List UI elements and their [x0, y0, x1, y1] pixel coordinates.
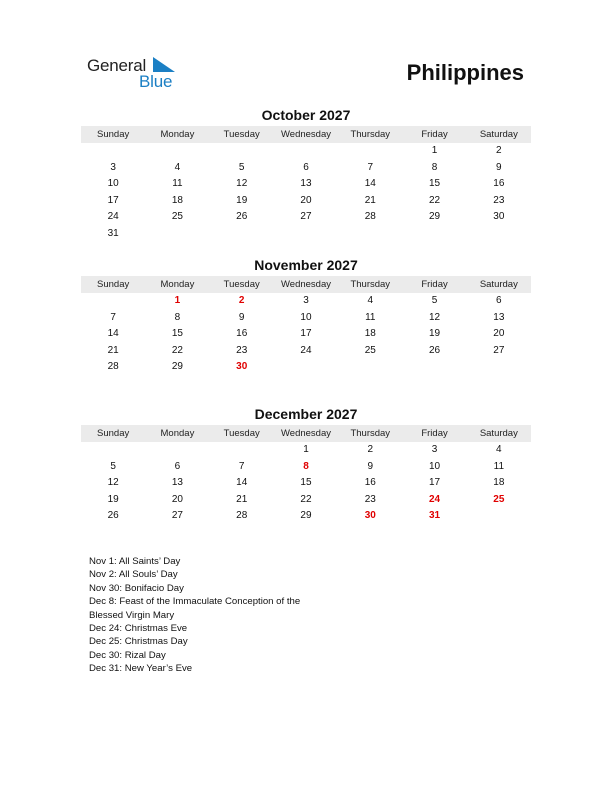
- day-cell: 7: [238, 460, 245, 472]
- holiday-item: Dec 8: Feast of the Immaculate Conception of the: [89, 596, 301, 608]
- week-row: [81, 492, 531, 509]
- day-cell: 21: [364, 194, 376, 206]
- day-cell: 12: [236, 178, 248, 190]
- day-cell: 3: [303, 295, 309, 306]
- week-row: [81, 193, 531, 210]
- day-cell: 1: [174, 295, 181, 306]
- day-cell: 8: [303, 460, 309, 472]
- day-cell: [274, 143, 338, 160]
- holiday-item: Dec 30: Rizal Day: [89, 649, 166, 661]
- day-cell: 17: [428, 477, 441, 489]
- week-row: [81, 442, 531, 459]
- day-cell: 14: [107, 328, 119, 340]
- day-cell: [467, 508, 531, 525]
- weekday-label: Wednesday: [280, 129, 331, 140]
- day-cell: 9: [238, 311, 245, 323]
- day-cell: 23: [236, 344, 248, 356]
- day-cell: [338, 143, 402, 160]
- day-cell: 20: [493, 328, 505, 340]
- day-cell: 26: [428, 344, 441, 356]
- weekday-header: [81, 276, 531, 293]
- day-cell: 14: [364, 178, 376, 190]
- day-cell: 9: [496, 161, 502, 173]
- weekday-label: Sunday: [97, 279, 130, 290]
- day-cell: [210, 442, 274, 459]
- day-cell: 22: [428, 194, 441, 206]
- day-cell: 19: [107, 493, 119, 505]
- day-cell: 18: [364, 328, 376, 340]
- weekday-label: Thursday: [350, 428, 391, 439]
- weekday-label: Saturday: [479, 129, 518, 140]
- day-cell: 24: [428, 493, 441, 505]
- day-cell: [81, 293, 145, 310]
- day-cell: 30: [493, 211, 505, 223]
- weekday-label: Saturday: [479, 279, 518, 290]
- day-cell: 11: [172, 178, 183, 190]
- week-row: [81, 293, 531, 310]
- week-row: [81, 343, 531, 360]
- day-cell: 11: [493, 460, 505, 472]
- month-december: [81, 405, 531, 525]
- holiday-item: Nov 2: All Souls’ Day: [89, 569, 178, 581]
- weekday-label: Monday: [160, 129, 195, 140]
- week-row: [81, 143, 531, 160]
- day-cell: [467, 226, 531, 243]
- day-cell: 3: [431, 444, 438, 455]
- day-cell: 28: [364, 211, 376, 223]
- holiday-item: Dec 31: New Year’s Eve: [89, 663, 193, 675]
- day-cell: 10: [428, 460, 441, 472]
- weekday-label: Wednesday: [280, 428, 331, 439]
- weekday-label: Friday: [421, 428, 448, 439]
- day-cell: [274, 226, 338, 243]
- day-cell: 23: [493, 194, 505, 206]
- weekday-label: Sunday: [97, 129, 130, 140]
- week-row: [81, 326, 531, 343]
- day-cell: 28: [107, 361, 119, 373]
- day-cell: 28: [236, 510, 248, 522]
- week-row: [81, 459, 531, 476]
- day-cell: 27: [171, 510, 183, 522]
- day-cell: [402, 359, 466, 376]
- weekday-header: [81, 425, 531, 442]
- day-cell: 5: [110, 460, 116, 472]
- day-cell: 19: [428, 328, 441, 340]
- day-cell: 16: [493, 178, 505, 190]
- day-cell: 26: [107, 510, 119, 522]
- month-title: November 2027: [254, 257, 358, 273]
- day-cell: 4: [367, 295, 374, 306]
- weekday-header: [81, 126, 531, 143]
- day-cell: 25: [171, 211, 183, 223]
- holiday-item: Dec 24: Christmas Eve: [89, 623, 188, 635]
- weekday-label: Tuesday: [223, 129, 260, 140]
- day-cell: [274, 359, 338, 376]
- day-cell: 6: [496, 295, 502, 306]
- weekday-label: Tuesday: [223, 279, 260, 290]
- day-cell: 2: [238, 295, 245, 306]
- day-cell: 14: [236, 477, 248, 489]
- day-cell: [338, 226, 402, 243]
- day-cell: [81, 442, 145, 459]
- weekday-label: Tuesday: [223, 428, 260, 439]
- week-row: [81, 359, 531, 376]
- day-cell: 11: [365, 311, 376, 323]
- holiday-item: Nov 30: Bonifacio Day: [89, 582, 184, 594]
- day-cell: 15: [428, 178, 441, 190]
- day-cell: 9: [367, 460, 374, 472]
- day-cell: 30: [364, 510, 376, 522]
- day-cell: 5: [431, 295, 438, 306]
- day-cell: [210, 143, 274, 160]
- day-cell: 7: [110, 311, 116, 323]
- day-cell: 6: [174, 460, 181, 472]
- day-cell: 6: [303, 161, 309, 173]
- day-cell: 10: [107, 178, 119, 190]
- day-cell: 18: [171, 194, 183, 206]
- week-row: [81, 209, 531, 226]
- logo-text-general: General: [87, 56, 147, 75]
- weekday-label: Friday: [421, 129, 448, 140]
- day-cell: 20: [300, 194, 312, 206]
- day-cell: 5: [238, 161, 245, 173]
- day-cell: 13: [493, 311, 505, 323]
- day-cell: 31: [428, 510, 441, 522]
- day-cell: 1: [431, 145, 438, 156]
- day-cell: 7: [367, 161, 374, 173]
- day-cell: 27: [300, 211, 312, 223]
- day-cell: 12: [428, 311, 441, 323]
- day-cell: 25: [493, 493, 505, 505]
- weekday-label: Sunday: [97, 428, 130, 439]
- month-november: [81, 256, 531, 376]
- day-cell: 29: [300, 510, 312, 522]
- week-row: [81, 226, 531, 243]
- day-cell: 15: [171, 328, 183, 340]
- day-cell: 16: [236, 328, 248, 340]
- day-cell: 22: [171, 344, 183, 356]
- day-cell: [145, 442, 209, 459]
- day-cell: 16: [364, 477, 376, 489]
- day-cell: 26: [236, 211, 248, 223]
- day-cell: 3: [110, 161, 116, 173]
- day-cell: [81, 143, 145, 160]
- weekday-label: Friday: [421, 279, 448, 290]
- holiday-item: Nov 1: All Saints’ Day: [89, 556, 181, 567]
- day-cell: 24: [300, 344, 312, 356]
- logo-triangle-icon: [153, 57, 177, 73]
- week-row: [81, 160, 531, 177]
- holiday-list: [89, 555, 349, 676]
- day-cell: 17: [300, 328, 312, 340]
- day-cell: 23: [364, 493, 376, 505]
- week-row: [81, 176, 531, 193]
- day-cell: 17: [107, 194, 119, 206]
- weekday-label: Saturday: [479, 428, 518, 439]
- day-cell: 4: [174, 161, 181, 173]
- day-cell: 4: [496, 444, 502, 455]
- week-row: [81, 310, 531, 327]
- day-cell: 29: [171, 361, 183, 373]
- holiday-item: Dec 25: Christmas Day: [89, 636, 188, 648]
- day-cell: [402, 226, 466, 243]
- day-cell: 1: [303, 444, 309, 455]
- week-row: [81, 475, 531, 492]
- day-cell: 30: [236, 361, 248, 373]
- day-cell: 19: [236, 194, 248, 206]
- day-cell: 27: [493, 344, 505, 356]
- day-cell: 21: [236, 493, 248, 505]
- day-cell: [467, 359, 531, 376]
- day-cell: 24: [107, 211, 119, 223]
- day-cell: 8: [174, 311, 181, 323]
- day-cell: 2: [496, 145, 502, 156]
- day-cell: 20: [171, 493, 183, 505]
- day-cell: 22: [300, 493, 312, 505]
- country-title: Philippines: [406, 60, 524, 85]
- day-cell: [338, 359, 402, 376]
- month-title: October 2027: [261, 107, 351, 123]
- day-cell: [145, 226, 209, 243]
- generalblue-logo: [87, 56, 187, 92]
- holiday-item: Blessed Virgin Mary: [89, 609, 175, 621]
- day-cell: [210, 226, 274, 243]
- day-cell: 2: [367, 444, 374, 455]
- day-cell: 8: [431, 161, 438, 173]
- weekday-label: Monday: [160, 279, 195, 290]
- weekday-label: Monday: [160, 428, 195, 439]
- day-cell: 21: [107, 344, 119, 356]
- day-cell: 13: [300, 178, 312, 190]
- weekday-label: Thursday: [350, 279, 391, 290]
- day-cell: 29: [428, 211, 441, 223]
- day-cell: 10: [300, 311, 312, 323]
- day-cell: 18: [493, 477, 505, 489]
- day-cell: [145, 143, 209, 160]
- logo-text-blue: Blue: [139, 72, 173, 91]
- week-row: [81, 508, 531, 525]
- day-cell: 13: [171, 477, 183, 489]
- day-cell: 31: [107, 227, 119, 239]
- day-cell: 12: [107, 477, 119, 489]
- month-title: December 2027: [254, 406, 358, 422]
- month-october: [81, 106, 531, 243]
- day-cell: 15: [300, 477, 312, 489]
- weekday-label: Thursday: [350, 129, 391, 140]
- day-cell: 25: [364, 344, 376, 356]
- weekday-label: Wednesday: [280, 279, 331, 290]
